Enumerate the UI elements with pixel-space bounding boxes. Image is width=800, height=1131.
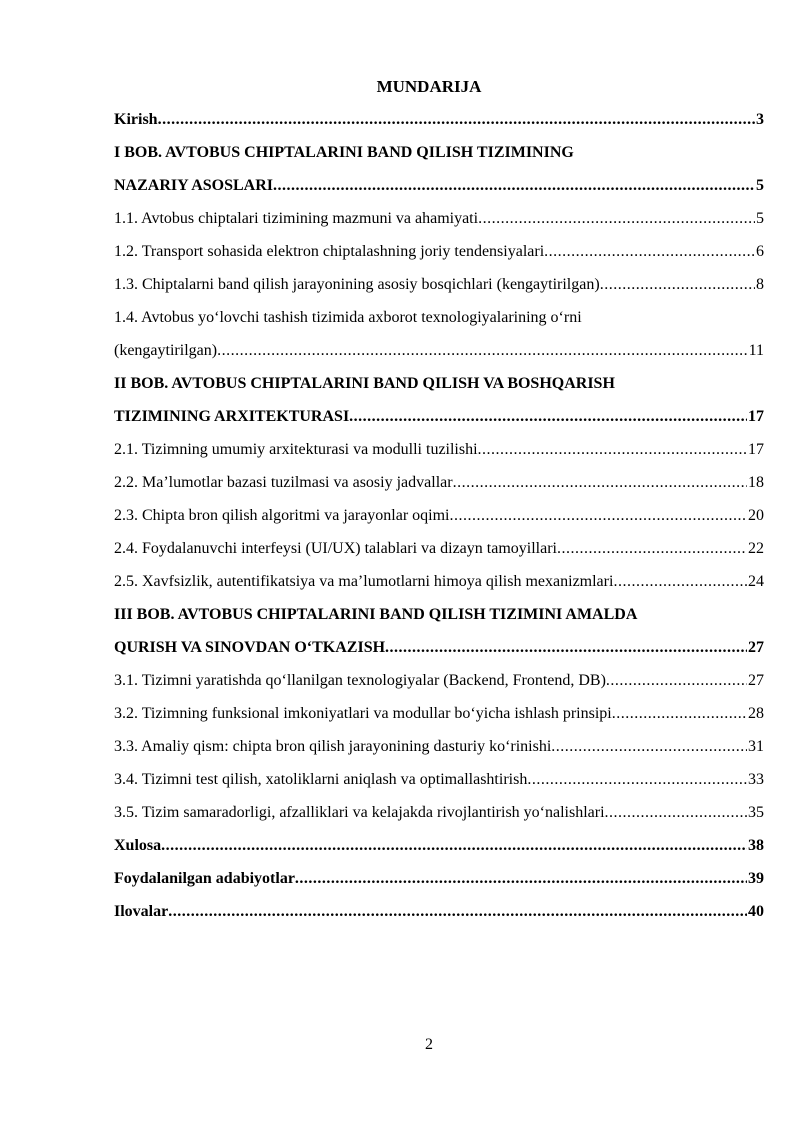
toc-entry-chapter-2[interactable] <box>114 406 764 439</box>
toc-page-number: 27 <box>748 639 764 656</box>
toc-page-number: 17 <box>748 441 764 458</box>
toc-page-number: 22 <box>748 540 764 557</box>
dot-leader <box>158 109 755 131</box>
table-of-contents <box>114 109 764 934</box>
toc-page-number: 40 <box>748 903 764 920</box>
toc-entry-3-3[interactable] <box>114 736 764 769</box>
toc-entry-appendix[interactable] <box>114 901 764 934</box>
dot-leader <box>613 571 747 593</box>
toc-page-number: 27 <box>748 672 764 689</box>
toc-entry-label: 3.4. Tizimni test qilish, xatoliklarni aniqlash va optimallashtirish <box>114 771 528 788</box>
dot-leader <box>161 835 747 857</box>
dot-leader <box>385 637 747 659</box>
toc-entry-intro[interactable] <box>114 109 764 142</box>
toc-page-number: 39 <box>748 870 764 887</box>
toc-entry-label: 3.1. Tizimni yaratishda qo‘llanilgan texnologiyalar (Backend, Frontend, DB) <box>114 672 606 689</box>
toc-entry-label: 2.2. Ma’lumotlar bazasi tuzilmasi va asosiy jadvallar <box>114 474 453 491</box>
dot-leader <box>478 208 755 230</box>
dot-leader <box>600 274 755 296</box>
toc-entry-3-5[interactable] <box>114 802 764 835</box>
toc-page-number: 28 <box>748 705 764 722</box>
toc-page-number: 3 <box>756 111 764 128</box>
page-title: MUNDARIJA <box>376 77 482 96</box>
dot-leader <box>612 703 747 725</box>
dot-leader <box>478 439 747 461</box>
toc-entry-conclusion[interactable] <box>114 835 764 868</box>
toc-entry-label: Xulosa <box>114 837 162 854</box>
toc-entry-1-4-title-line: 1.4. Avtobus yo‘lovchi tashish tizimida axborot texnologiyalarining o‘rni <box>114 309 582 326</box>
toc-entry-label: 3.3. Amaliy qism: chipta bron qilish jarayonining dasturiy ko‘rinishi <box>114 738 552 755</box>
dot-leader <box>217 340 748 362</box>
toc-entry-chapter-3[interactable] <box>114 637 764 670</box>
toc-chapter-2-title-line: II BOB. AVTOBUS CHIPTALARINI BAND QILISH VA BOSHQARISH <box>114 375 615 392</box>
dot-leader <box>527 769 747 791</box>
toc-entry-1-3[interactable] <box>114 274 764 307</box>
toc-entry-3-2[interactable] <box>114 703 764 736</box>
toc-entry-label: (kengaytirilgan) <box>114 342 218 359</box>
dot-leader <box>273 175 755 197</box>
toc-page-number: 5 <box>756 177 764 194</box>
dot-leader <box>168 901 747 923</box>
toc-entry-label: Kirish <box>114 111 158 128</box>
toc-entry-label: 2.4. Foydalanuvchi interfeysi (UI/UX) talablari va dizayn tamoyillari <box>114 540 557 557</box>
toc-page-number: 6 <box>756 243 764 260</box>
dot-leader <box>551 736 747 758</box>
toc-entry-chapter-1[interactable] <box>114 175 764 208</box>
toc-entry-label: 2.5. Xavfsizlik, autentifikatsiya va ma’lumotlarni himoya qilish mexanizmlari <box>114 573 614 590</box>
toc-chapter-3-title-line: III BOB. AVTOBUS CHIPTALARINI BAND QILISH TIZIMINI AMALDA <box>114 606 638 623</box>
toc-entry-1-1[interactable] <box>114 208 764 241</box>
toc-entry-label: 3.5. Tizim samaradorligi, afzalliklari va kelajakda rivojlantirish yo‘nalishlari <box>114 804 605 821</box>
page-number: 2 <box>425 1036 433 1053</box>
toc-entry-label: Foydalanilgan adabiyotlar <box>114 870 295 887</box>
toc-page-number: 33 <box>748 771 764 788</box>
dot-leader <box>557 538 747 560</box>
toc-page-number: 31 <box>748 738 764 755</box>
toc-entry-1-2[interactable] <box>114 241 764 274</box>
toc-entry-label: QURISH VA SINOVDAN O‘TKAZISH <box>114 639 386 656</box>
toc-entry-2-3[interactable] <box>114 505 764 538</box>
dot-leader <box>295 868 747 890</box>
toc-entry-label: Ilovalar <box>114 903 169 920</box>
dot-leader <box>605 802 747 824</box>
toc-page-number: 35 <box>748 804 764 821</box>
toc-page-number: 20 <box>748 507 764 524</box>
dot-leader <box>450 505 748 527</box>
toc-entry-2-4[interactable] <box>114 538 764 571</box>
toc-page-number: 18 <box>748 474 764 491</box>
toc-entry-2-2[interactable] <box>114 472 764 505</box>
toc-entry-label: 2.3. Chipta bron qilish algoritmi va jarayonlar oqimi <box>114 507 450 524</box>
toc-entry-label: NAZARIY ASOSLARI <box>114 177 273 194</box>
toc-entry-label: 1.3. Chiptalarni band qilish jarayonining asosiy bosqichlari (kengaytirilgan) <box>114 276 600 293</box>
dot-leader <box>349 406 747 428</box>
toc-chapter-1-title-line: I BOB. AVTOBUS CHIPTALARINI BAND QILISH TIZIMINING <box>114 144 574 161</box>
toc-entry-3-4[interactable] <box>114 769 764 802</box>
toc-entry-label: 2.1. Tizimning umumiy arxitekturasi va modulli tuzilishi <box>114 441 478 458</box>
toc-page-number: 8 <box>756 276 764 293</box>
dot-leader <box>453 472 747 494</box>
toc-page-number: 5 <box>756 210 764 227</box>
toc-page-number: 24 <box>748 573 764 590</box>
toc-page-number: 38 <box>748 837 764 854</box>
toc-entry-label: 1.2. Transport sohasida elektron chiptalashning joriy tendensiyalari <box>114 243 545 260</box>
toc-entry-label: 1.1. Avtobus chiptalari tizimining mazmuni va ahamiyati <box>114 210 479 227</box>
toc-page-number: 11 <box>748 342 764 359</box>
toc-entry-label: 3.2. Tizimning funksional imkoniyatlari va modullar bo‘yicha ishlash prinsipi <box>114 705 612 722</box>
toc-entry-references[interactable] <box>114 868 764 901</box>
dot-leader <box>606 670 747 692</box>
toc-entry-2-5[interactable] <box>114 571 764 604</box>
toc-entry-label: TIZIMINING ARXITEKTURASI <box>114 408 350 425</box>
toc-entry-1-4[interactable] <box>114 340 764 373</box>
toc-entry-3-1[interactable] <box>114 670 764 703</box>
toc-page-number: 17 <box>748 408 764 425</box>
toc-entry-2-1[interactable] <box>114 439 764 472</box>
dot-leader <box>544 241 755 263</box>
